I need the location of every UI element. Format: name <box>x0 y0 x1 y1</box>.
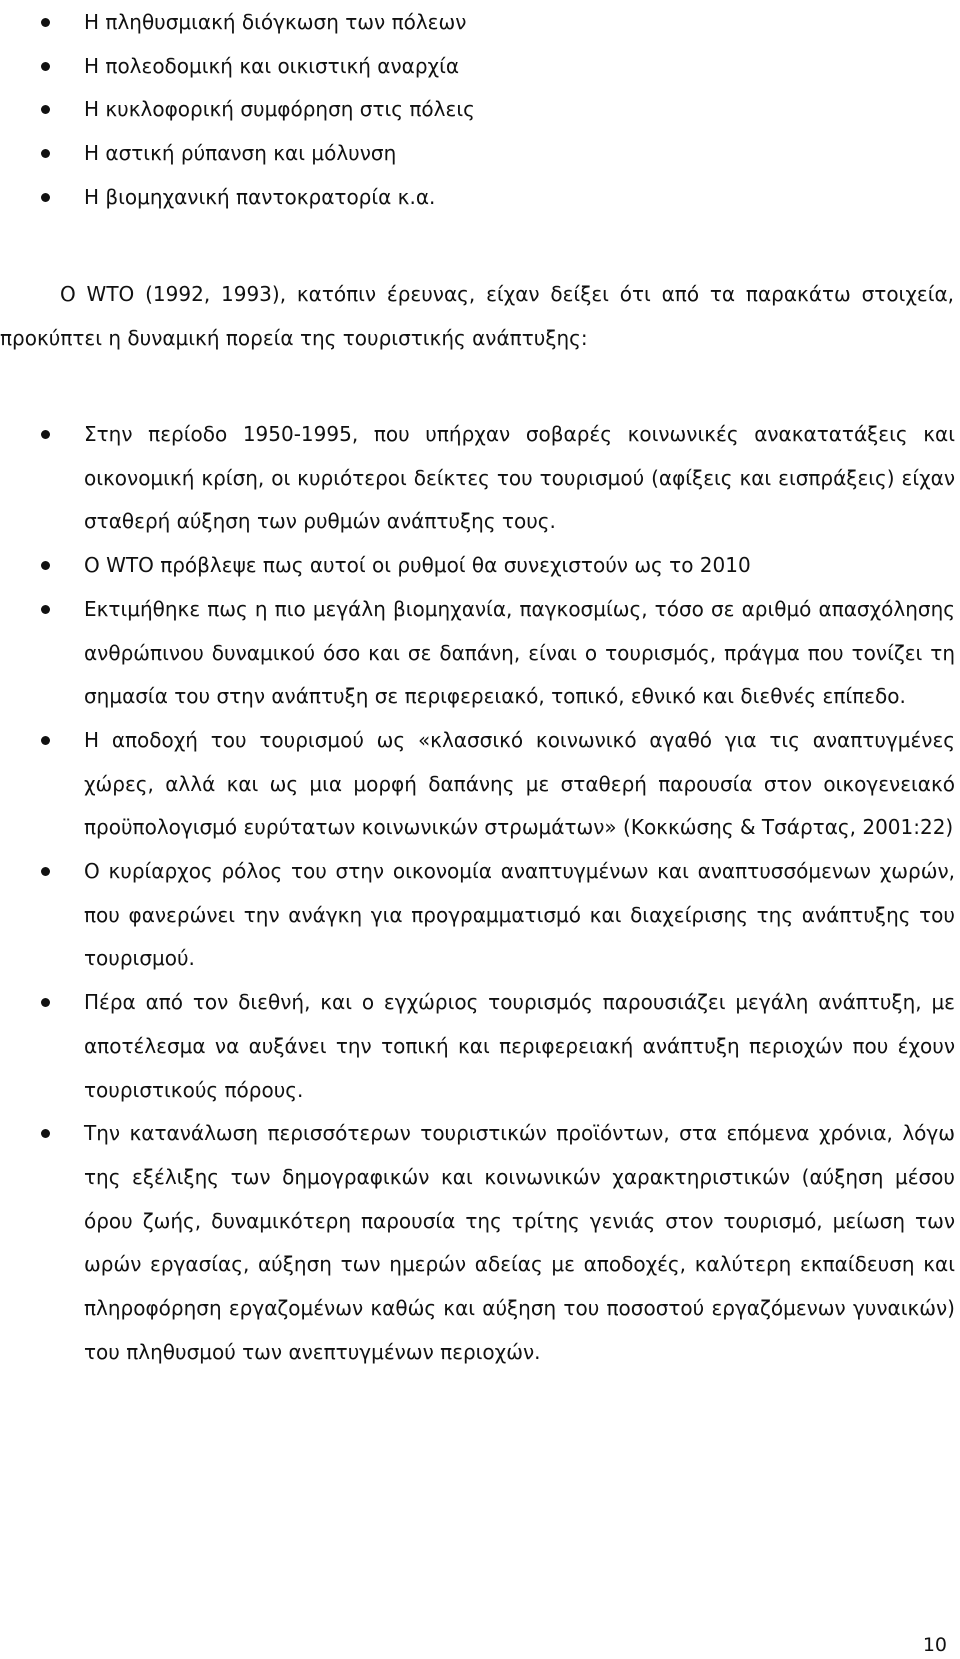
bullet-icon <box>41 561 50 570</box>
bullet-icon <box>41 193 50 202</box>
list-item <box>0 45 960 89</box>
list-item <box>0 850 960 981</box>
list-item-text: Πέρα από τον διεθνή, και ο εγχώριος τουρισμός παρουσιάζει μεγάλη ανάπτυξη, με αποτέλεσμα να αυξάνει την τοπική και περιφερειακή ανάπτυξη περιοχών που έχουν τουριστικούς πόρους. <box>84 990 955 1102</box>
bullet-icon <box>41 605 50 614</box>
intro-paragraph: Ο WTO (1992, 1993), κατόπιν έρευνας, είχαν δείξει ότι από τα παρακάτω στοιχεία, προκύπτει η δυναμική πορεία της τουριστικής ανάπτυξης: <box>0 282 954 350</box>
list-item-text: Στην περίοδο 1950-1995, που υπήρχαν σοβαρές κοινωνικές ανακατατάξεις και οικονομική κρίση, οι κυριότεροι δείκτες του τουρισμού (αφίξεις και εισπράξεις) είχαν σταθερή αύξηση των ρυθμών ανάπτυξης τους. <box>84 422 955 534</box>
bullet-icon <box>41 105 50 114</box>
bullet-icon <box>41 1129 50 1138</box>
bullet-icon <box>41 430 50 439</box>
list-item-text: Ο κυρίαρχος ρόλος του στην οικονομία αναπτυγμένων και αναπτυσσόμενων χωρών, που φανερώνει την ανάγκη για προγραμματισμό και διαχείρισης της ανάπτυξης του τουρισμού. <box>84 859 955 971</box>
list-item <box>0 1112 960 1374</box>
list-item <box>0 413 960 544</box>
list-item-text: Η κυκλοφορική συμφόρηση στις πόλεις <box>84 97 475 122</box>
page-number: 10 <box>922 1634 947 1656</box>
tourism-factors-list <box>0 413 960 1374</box>
bullet-icon <box>41 867 50 876</box>
list-item <box>0 588 960 719</box>
bullet-icon <box>41 149 50 158</box>
list-item-text: Η αστική ρύπανση και μόλυνση <box>84 141 397 166</box>
list-item <box>0 88 960 132</box>
bullet-icon <box>41 18 50 27</box>
list-item-text: Ο WTO πρόβλεψε πως αυτοί οι ρυθμοί θα συνεχιστούν ως το 2010 <box>84 553 751 578</box>
list-item-text: Η αποδοχή του τουρισμού ως «κλασσικό κοινωνικό αγαθό για τις αναπτυγμένες χώρες, αλλά και ως μια μορφή δαπάνης με σταθερή παρουσία στον οικογενειακό προϋπολογισμό ευρύτατων κοινωνικών στρωμάτων» (Κοκκώσης & Τσάρτας, 2001:22) <box>84 727 955 840</box>
list-item-text: Η πληθυσμιακή διόγκωση των πόλεων <box>84 10 467 34</box>
list-item-text: Την κατανάλωση περισσότερων τουριστικών προϊόντων, στα επόμενα χρόνια, λόγω της εξέλιξης των δημογραφικών και κοινωνικών χαρακτηριστικών (αύξηση μέσου όρου ζωής, δυναμικότερη παρουσία της τρίτης γενιάς στον τουρισμό, μείωση των ωρών εργασίας, αύξηση των ημερών αδείας με αποδοχές, καλύτερη εκπαίδευση και πληροφόρηση εργαζομένων καθώς και αύξηση του ποσοστού εργαζόμενων γυναικών) του πληθυσμού των ανεπτυγμένων περιοχών. <box>84 1121 955 1364</box>
urban-problems-list <box>0 1 960 220</box>
list-item-text: Εκτιμήθηκε πως η πιο μεγάλη βιομηχανία, παγκοσμίως, τόσο σε αριθμό απασχόλησης ανθρώπινου δυναμικού όσο και σε δαπάνη, είναι ο τουρισμός, πράγμα που τονίζει τη σημασία του στην ανάπτυξη σε περιφερειακό, τοπικό, εθνικό και διεθνές επίπεδο. <box>84 596 955 709</box>
bullet-icon <box>41 62 50 71</box>
bullet-icon <box>41 736 50 745</box>
list-item-text: Η βιομηχανική παντοκρατορία κ.α. <box>84 184 436 209</box>
list-item <box>0 132 960 176</box>
list-item <box>0 544 960 588</box>
list-item <box>0 981 960 1112</box>
list-item <box>0 176 960 220</box>
list-item <box>0 1 960 45</box>
list-item-text: Η πολεοδομική και οικιστική αναρχία <box>84 53 460 78</box>
bullet-icon <box>41 998 50 1007</box>
list-item <box>0 719 960 850</box>
